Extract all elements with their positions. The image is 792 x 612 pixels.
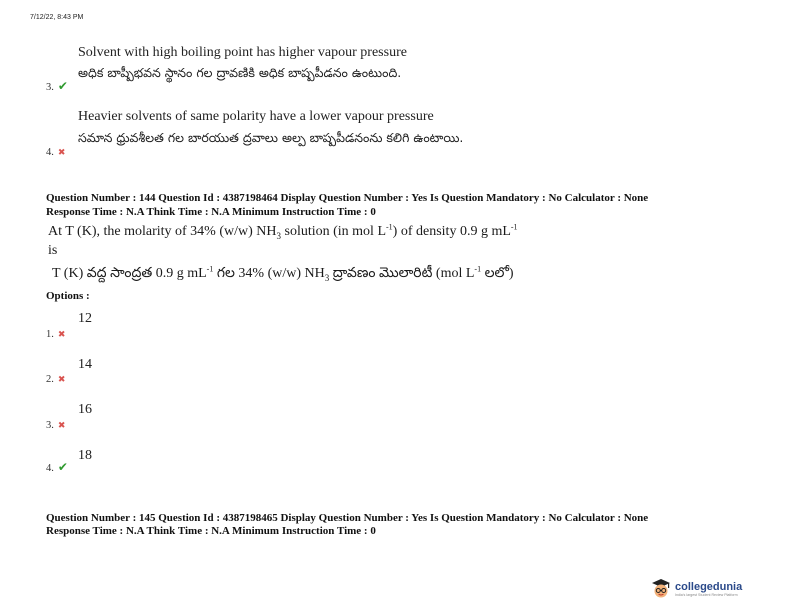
option-3-marker — [46, 415, 65, 433]
option-3-value: 16 — [78, 402, 92, 417]
cross-icon: ✖ — [57, 375, 66, 385]
option-1-marker — [46, 324, 65, 342]
question-144-meta-line-1: Question Number : 144 Question Id : 4387198464 Display Question Number : Yes Is Question Mandatory : No Calculator : None — [46, 192, 649, 204]
option-3-number: 3. — [46, 420, 54, 431]
option-1-value: 12 — [78, 311, 92, 326]
option-2-marker — [46, 369, 65, 387]
option-4-number: 4. — [46, 463, 54, 474]
prev-option-4-marker — [46, 142, 65, 160]
print-timestamp: 7/12/22, 8:43 PM — [30, 14, 84, 21]
question-144-english-text-line-2: is — [48, 243, 58, 258]
question-145-meta-line-2: Response Time : N.A Think Time : N.A Minimum Instruction Time : 0 — [46, 525, 376, 537]
option-4-value: 18 — [78, 448, 92, 463]
question-144-english-text: At T (K), the molarity of 34% (w/w) $NH_3$ solution (in mol $L^{-1}$) of density 0.9 g $mL^{-1}$ — [48, 222, 518, 241]
logo-tagline: India's largest Student Review Platform — [675, 593, 738, 597]
cross-icon: ✖ — [57, 148, 66, 158]
option-2-number: 2. — [46, 374, 54, 385]
prev-option-3-english: Solvent with high boiling point has higher vapour pressure — [78, 45, 407, 60]
prev-option-4-number: 4. — [46, 147, 54, 158]
question-144-telugu-text: T (K) వద్ద సాంద్రత 0.9 g $mL^{-1}$ గల 34% (w/w) $NH_3$ ద్రావణం మొలారిటీ (mol $L^{-1}$ లలో) — [52, 264, 514, 283]
prev-option-3-number: 3. — [46, 82, 54, 93]
prev-option-3-marker — [46, 77, 68, 95]
graduate-face-icon — [650, 578, 672, 600]
options-label: Options : — [46, 290, 90, 302]
prev-option-4-english: Heavier solvents of same polarity have a lower vapour pressure — [78, 109, 434, 124]
option-4-marker — [46, 458, 68, 476]
check-icon: ✔ — [57, 460, 68, 474]
check-icon: ✔ — [57, 79, 68, 93]
logo-name: collegedunia — [675, 581, 743, 593]
question-145-meta-line-1: Question Number : 145 Question Id : 4387198465 Display Question Number : Yes Is Question Mandatory : No Calculator : None — [46, 512, 649, 524]
option-2-value: 14 — [78, 357, 92, 372]
prev-option-3-telugu: అధిక బాష్పీభవన స్థానం గల ద్రావణికి అధిక బాష్పపీడనం ఉంటుంది. — [78, 65, 402, 80]
collegedunia-logo — [650, 578, 742, 600]
cross-icon: ✖ — [57, 330, 66, 340]
prev-option-4-telugu: సమాన ధ్రువశీలత గల బారయుత ద్రవాలు అల్ప బాష్పపీడనంను కలిగి ఉంటాయి. — [78, 130, 464, 145]
question-144-meta-line-2: Response Time : N.A Think Time : N.A Minimum Instruction Time : 0 — [46, 206, 376, 218]
cross-icon: ✖ — [57, 421, 66, 431]
option-1-number: 1. — [46, 329, 54, 340]
